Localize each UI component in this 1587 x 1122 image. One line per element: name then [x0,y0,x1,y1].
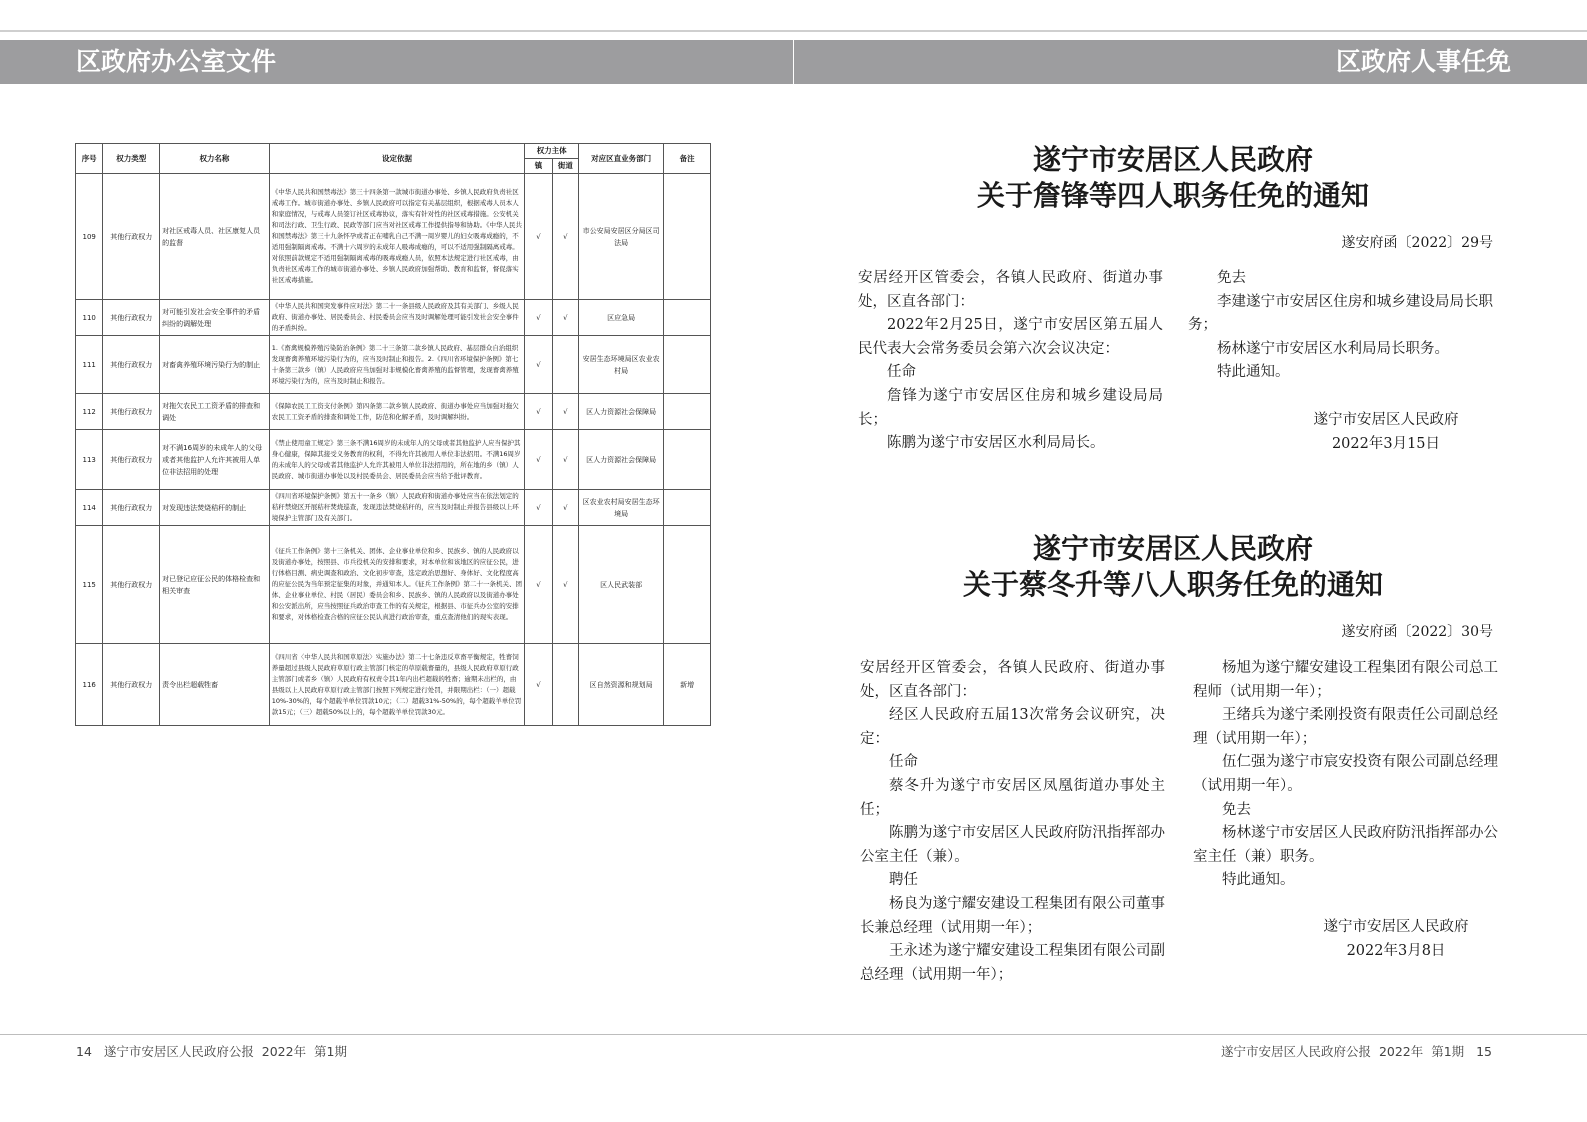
cell-type: 其他行政权力 [103,490,160,526]
notice2-appoint-label: 任命 [889,754,918,771]
cell-town: √ [525,174,552,300]
notice1-closing: 特此通知。 [1217,364,1290,381]
cell-dept: 区人力资源社会保障局 [579,394,664,430]
cell-type: 其他行政权力 [103,174,160,300]
notice1-appoint-2: 陈鹏为遂宁市安居区水利局局长。 [887,435,1105,452]
cell-street: √ [552,430,578,490]
cell-seq: 109 [76,174,103,300]
footer-left-page-info: 14 遂宁市安居区人民政府公报 2022年 第1期 [76,1044,347,1059]
cell-street: √ [552,300,578,336]
notice2-title-line1: 遂宁市安居区人民政府 [1032,532,1313,565]
header-remark: 备注 [664,144,711,174]
notice2-hire-5: 伍仁强为遂宁市宸安投资有限公司副总经理（试用期一年）。 [1193,754,1498,794]
notice1-remove-2: 杨林遂宁市安居区水利局局长职务。 [1217,340,1449,357]
cell-type: 其他行政权力 [103,526,160,644]
cell-basis: 《禁止使用童工规定》第三条不满16周岁的未成年人的父母或者其他监护人应当保护其身心健康，保障其接受义务教育的权利，不得允许其被用人单位非法招用。不满16周岁的未成年人的父母或者其他监护人允许其被用人单位非法招用的，所在地的乡（镇）人民政府、城市街道办事处以及村民委员会、居民委员会应当给予批评教育。 [269,430,525,490]
cell-basis: 《四川省环境保护条例》第五十一条乡（镇）人民政府和街道办事处应当在依法划定的秸秆禁烧区开展秸秆焚烧巡查，发现违法焚烧秸秆的，应当及时制止并报告县级以上环境保护主管部门及有关部门。 [269,490,525,526]
notice2-issuer: 遂宁市安居区人民政府 [1323,919,1469,935]
notice2-appoint-2: 陈鹏为遂宁市安居区人民政府防汛指挥部办公室主任（兼）。 [860,825,1165,865]
notice2-right-column [1193,657,1498,893]
cell-basis: 1.《畜禽规模养殖污染防治条例》第二十三条第二款乡镇人民政府、基层群众自治组织发现畜禽养殖环境污染行为的，应当及时制止和报告。2.《四川省环境保护条例》第七十条第三款乡（镇）人民政府应当加强对非规模化畜禽养殖的监督管理，发现畜禽养殖环境污染行为的，应当及时制止和报告。 [269,336,525,394]
notice1-remove-1: 李建遂宁市安居区住房和城乡建设局局长职务； [1188,293,1493,334]
header-basis: 设定依据 [269,144,525,174]
cell-street [552,644,578,726]
notice2-date: 2022年3月8日 [1346,943,1446,959]
cell-basis: 《征兵工作条例》第十三条机关、团体、企业事业单位和乡、民族乡、镇的人民政府以及街道办事处，按照县、市兵役机关的安排和要求，对本单位和该地区的应征公民，进行体格目测、病史调查和政治、文化初步审查，选定政治思想好、身体好、文化程度高的应征公民为当年预定征集的对象，并通知本人。《征兵工作条例》第二十一条机关、团体、企业事业单位、村民（居民）委员会和乡、民族乡、镇的人民政府以及街道办事处和公安派出所，应当按照征兵政治审查工作的有关规定，根据县、市征兵办公室的安排和要求，对体格检查合格的应征公民认真进行政治审查，重点查清他们的现实表现。 [269,526,525,644]
notice1-remove-label: 免去 [1217,270,1246,286]
cell-seq: 116 [76,644,103,726]
cell-dept: 市公安局安居区分局区司法局 [579,174,664,300]
cell-dept: 安居生态环境局区农业农村局 [579,336,664,394]
cell-dept: 区人民武装部 [579,526,664,644]
cell-remark [664,300,711,336]
cell-name: 对拖欠农民工工资矛盾的排查和调处 [160,394,270,430]
power-list-table [75,143,711,726]
notice1-title-line2: 关于詹锋等四人职务任免的通知 [976,179,1369,212]
cell-type: 其他行政权力 [103,430,160,490]
table-row [76,644,711,726]
cell-type: 其他行政权力 [103,394,160,430]
notice1-issuer: 遂宁市安居区人民政府 [1313,412,1459,428]
table-row [76,490,711,526]
cell-name: 对发现违法焚烧秸秆的制止 [160,490,270,526]
cell-town: √ [525,300,552,336]
cell-name: 对可能引发社会安全事件的矛盾纠纷的调解处理 [160,300,270,336]
cell-seq: 115 [76,526,103,644]
cell-name: 对不满16周岁的未成年人的父母或者其他监护人允许其被用人单位非法招用的处理 [160,430,270,490]
notice2-left-column [860,657,1165,987]
cell-street: √ [552,394,578,430]
top-rule [0,30,1587,32]
cell-town: √ [525,644,552,726]
notice2-hire-label: 聘任 [889,872,918,889]
cell-name: 对社区戒毒人员、社区康复人员的监督 [160,174,270,300]
notice1-right-column [1188,267,1493,385]
cell-basis: 《中华人民共和国禁毒法》第三十四条第一款城市街道办事处、乡镇人民政府负责社区戒毒工作。城市街道办事处、乡镇人民政府可以指定有关基层组织，根据戒毒人员本人和家庭情况，与戒毒人员签订社区戒毒协议，落实有针对性的社区戒毒措施。公安机关和司法行政、卫生行政、民政等部门应当对社区戒毒工作提供指导和协助。《中华人民共和国禁毒法》第三十九条怀孕或者正在哺乳自己不满一周岁婴儿的妇女吸毒成瘾的，不适用强制隔离戒毒。不满十六周岁的未成年人吸毒成瘾的，可以不适用强制隔离戒毒。对依照前款规定不适用强制隔离戒毒的吸毒成瘾人员，依照本法规定进行社区戒毒，由负责社区戒毒工作的城市街道办事处、乡镇人民政府加强帮助、教育和监督，督促落实社区戒毒措施。 [269,174,525,300]
cell-town: √ [525,336,552,394]
cell-name: 责令出栏超载牲畜 [160,644,270,726]
cell-basis: 《四川省〈中华人民共和国草原法〉实施办法》第二十七条违反草畜平衡规定，牲畜饲养量超过县级人民政府草原行政主管部门核定的草原载畜量的，县级人民政府草原行政主管部门或者乡（镇）人民政府有权责令其1年内出栏超载的牲畜；逾期未出栏的，由县级以上人民政府草原行政主管部门按照下列规定进行处罚，并限期出栏：（一）超载10%-30%的，每个超载羊单位罚款10元；（二）超载31%-50%的，每个超载羊单位罚款15元；（三）超载50%以上的，每个超载羊单位罚款30元。 [269,644,525,726]
header-type: 权力类型 [103,144,160,174]
cell-remark [664,174,711,300]
notice2-addressee: 安居经开区管委会，各镇人民政府、街道办事处，区直各部门： [860,660,1165,700]
cell-seq: 110 [76,300,103,336]
table-row [76,300,711,336]
cell-town: √ [525,430,552,490]
notice2-remove-1: 杨林遂宁市安居区人民政府防汛指挥部办公室主任（兼）职务。 [1193,825,1498,865]
cell-remark [664,490,711,526]
cell-basis: 《中华人民共和国突发事件应对法》第二十一条县级人民政府及其有关部门、乡级人民政府、街道办事处、居民委员会、村民委员会应当及时调解处理可能引发社会安全事件的矛盾纠纷。 [269,300,525,336]
cell-street: √ [552,490,578,526]
header-street: 街道 [552,159,578,174]
cell-remark [664,526,711,644]
cell-seq: 114 [76,490,103,526]
notice1-date: 2022年3月15日 [1331,436,1441,452]
header-subject: 权力主体 [525,144,579,159]
notice2-hire-4: 王绪兵为遂宁柔刚投资有限责任公司副总经理（试用期一年）； [1193,707,1498,747]
notice2-hire-1: 杨良为遂宁耀安建设工程集团有限公司董事长兼总经理（试用期一年）； [860,895,1165,936]
table-row [76,394,711,430]
cell-seq: 113 [76,430,103,490]
cell-street: √ [552,174,578,300]
right-section-banner: 区政府人事任免 [794,40,1587,84]
notice2-closing: 特此通知。 [1222,872,1295,889]
table-row [76,526,711,644]
cell-type: 其他行政权力 [103,300,160,336]
notice1-decision: 2022年2月25日，遂宁市安居区第五届人民代表大会常务委员会第六次会议决定： [858,317,1163,357]
table-row [76,174,711,300]
cell-seq: 111 [76,336,103,394]
header-dept: 对应区直业务部门 [579,144,664,174]
header-name: 权力名称 [160,144,270,174]
notice2-title-line2: 关于蔡冬升等八人职务任免的通知 [962,568,1383,601]
cell-remark: 新增 [664,644,711,726]
notice2-decision: 经区人民政府五届13次常务会议研究，决定： [860,707,1165,747]
notice2-hire-3: 杨旭为遂宁耀安建设工程集团有限公司总工程师（试用期一年）； [1193,660,1498,700]
cell-street: √ [552,526,578,644]
cell-dept: 区农业农村局安居生态环境局 [579,490,664,526]
table-row [76,430,711,490]
notice2-remove-label: 免去 [1222,801,1251,818]
left-section-banner: 区政府办公室文件 [0,40,793,84]
cell-dept: 区应急局 [579,300,664,336]
cell-basis: 《保障农民工工资支付条例》第四条第二款乡镇人民政府、街道办事处应当加强对拖欠农民工工资矛盾的排查和调处工作，防范和化解矛盾，及时调解纠纷。 [269,394,525,430]
cell-town: √ [525,394,552,430]
cell-seq: 112 [76,394,103,430]
cell-name: 对畜禽养殖环境污染行为的制止 [160,336,270,394]
notice2-appoint-1: 蔡冬升为遂宁市安居区凤凰街道办事处主任； [860,777,1165,818]
notice1-appoint-1: 詹锋为遂宁市安居区住房和城乡建设局局长； [858,387,1163,428]
notice1-left-column [858,267,1163,456]
cell-remark [664,394,711,430]
footer-right-page-info: 遂宁市安居区人民政府公报 2022年 第1期 15 [1221,1044,1492,1059]
cell-street [552,336,578,394]
notice1-appoint-label: 任命 [887,364,916,381]
notice2-hire-2: 王永述为遂宁耀安建设工程集团有限公司副总经理（试用期一年）； [860,943,1165,983]
bottom-rule [0,1034,1587,1035]
cell-dept: 区自然资源和规划局 [579,644,664,726]
cell-type: 其他行政权力 [103,336,160,394]
notice1-doc-number: 遂安府函〔2022〕29号 [1341,235,1493,251]
cell-town: √ [525,526,552,644]
cell-type: 其他行政权力 [103,644,160,726]
cell-town: √ [525,490,552,526]
cell-remark [664,336,711,394]
table-row [76,336,711,394]
notice1-addressee: 安居经开区管委会，各镇人民政府、街道办事处，区直各部门： [858,270,1163,310]
cell-remark [664,430,711,490]
cell-dept: 区人力资源社会保障局 [579,430,664,490]
header-seq: 序号 [76,144,103,174]
cell-name: 对已登记应征公民的体格检查和相关审查 [160,526,270,644]
notice2-doc-number: 遂安府函〔2022〕30号 [1341,624,1493,640]
header-town: 镇 [525,159,552,174]
notice1-title-line1: 遂宁市安居区人民政府 [1032,143,1313,176]
